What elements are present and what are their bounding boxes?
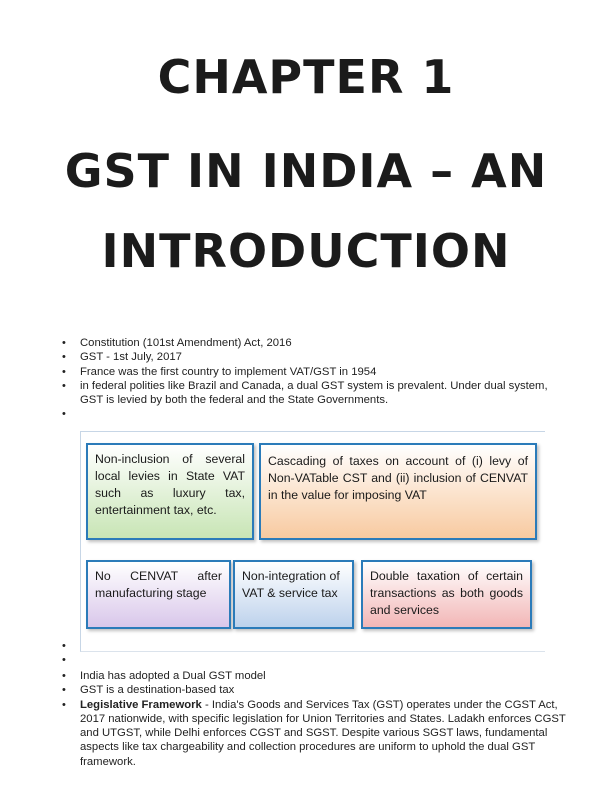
list-item: • India has adopted a Dual GST model xyxy=(62,669,570,683)
empty-list-item xyxy=(62,639,570,653)
chapter-title-line-1: CHAPTER 1 xyxy=(157,50,455,104)
legislative-framework-text: - India's Goods and Services Tax (GST) operates under the CGST Act, 2017 nationwide, with specific legislation for Union Territories and States. Ladakh enforces CGST and UTGST, while Delhi enforces CGST and SGST. Despite various SGST laws, fundamental aspects like tax chargeability and collection procedures are uniform to uphold the dual GST framework. xyxy=(80,698,566,768)
empty-list-item xyxy=(62,407,570,421)
list-item: • France was the first country to implement VAT/GST in 1954 xyxy=(62,365,570,379)
list-item-legislative-framework xyxy=(62,698,570,769)
diagram-box-local-levies: Non-inclusion of several local levies in State VAT such as luxury tax, entertainment tax, etc. xyxy=(86,443,254,540)
diagram-box-double-taxation: Double taxation of certain transactions as both goods and services xyxy=(361,560,532,629)
gst-facts-bullet-list xyxy=(62,669,570,769)
list-item: • Constitution (101st Amendment) Act, 2016 xyxy=(62,336,570,350)
legislative-framework-heading: Legislative Framework xyxy=(80,698,202,711)
empty-list-item xyxy=(62,653,570,667)
intro-bullet-list xyxy=(62,336,570,422)
diagram-box-non-integration: Non-integration of VAT & service tax xyxy=(233,560,354,629)
diagram-box-cascading-taxes: Cascading of taxes on account of (i) levy of Non-VATable CST and (ii) inclusion of CENVAT in the value for imposing VAT xyxy=(259,443,537,540)
list-item: • GST - 1st July, 2017 xyxy=(62,350,570,364)
chapter-title-line-2: GST IN INDIA – AN xyxy=(64,144,548,198)
list-item: • GST is a destination-based tax xyxy=(62,683,570,697)
list-item: • in federal polities like Brazil and Canada, a dual GST system is prevalent. Under dual system, GST is levied by both the federal and the State Governments. xyxy=(62,379,570,408)
empty-bullet-list xyxy=(62,639,570,668)
chapter-title-line-3: INTRODUCTION xyxy=(101,224,511,278)
diagram-box-no-cenvat: No CENVAT after manufacturing stage xyxy=(86,560,231,629)
